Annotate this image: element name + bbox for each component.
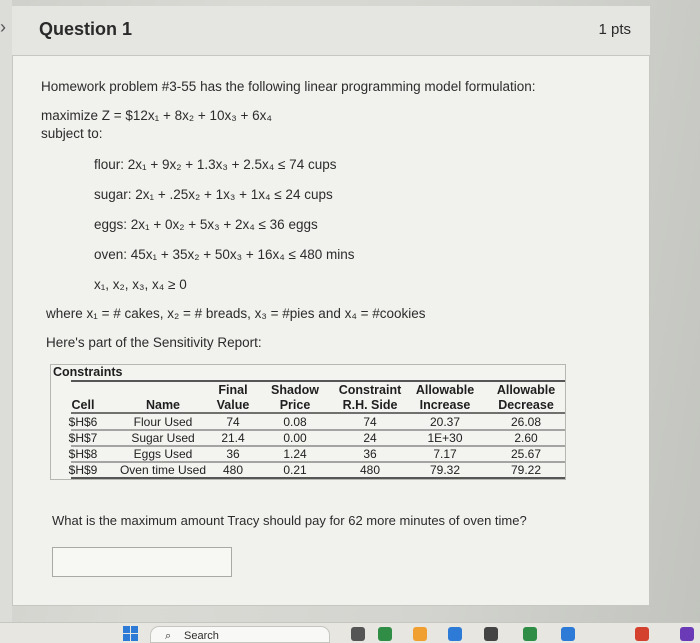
constraint-flour: flour: 2x₁ + 9x₂ + 1.3x₃ + 2.5x₄ ≤ 74 cups [94,157,337,172]
table-cell-r2-c1: Eggs Used [133,447,193,461]
subject-to-label: subject to: [41,126,103,141]
sensitivity-table [50,364,566,480]
table-cell-r3-c6: 79.22 [510,463,542,477]
sidebar-edge [0,0,12,643]
table-cell-r2-c4: 36 [363,447,377,461]
table-cell-r0-c6: 26.08 [510,415,542,429]
column-header-top-2: Final [218,383,248,397]
table-cell-r3-c3: 0.21 [283,463,307,477]
objective-function: maximize Z = $12x₁ + 8x₂ + 10x₃ + 6x₄ [41,108,272,123]
column-header-bottom-2: Value [216,398,250,412]
taskbar-app-icon-7[interactable] [561,627,575,641]
table-cell-r2-c0: $H$8 [68,447,98,461]
question-header [12,6,650,56]
column-header-bottom-4: R.H. Side [342,398,398,412]
table-cell-r0-c0: $H$6 [68,415,98,429]
table-cell-r0-c2: 74 [226,415,240,429]
table-cell-r3-c4: 480 [359,463,381,477]
question-points: 1 pts [598,21,631,38]
table-cell-r2-c3: 1.24 [283,447,307,461]
table-cell-r3-c1: Oven time Used [119,463,207,477]
table-title: Constraints [53,365,123,379]
taskbar-app-icon-4[interactable] [448,627,462,641]
column-header-bottom-3: Price [279,398,311,412]
taskbar-app-icon-6[interactable] [523,627,537,641]
taskbar-app-icon-1[interactable] [351,627,365,641]
taskbar-app-icon-9[interactable] [680,627,694,641]
table-cell-r2-c2: 36 [226,447,240,461]
table-cell-r2-c6: 25.67 [510,447,542,461]
table-cell-r2-c5: 7.17 [433,447,457,461]
table-cell-r1-c2: 21.4 [221,431,245,445]
sensitivity-report-intro: Here's part of the Sensitivity Report: [46,335,262,350]
table-cell-r1-c0: $H$7 [68,431,98,445]
table-cell-r1-c6: 2.60 [514,431,538,445]
taskbar-app-icon-8[interactable] [635,627,649,641]
table-cell-r3-c5: 79.32 [429,463,461,477]
collapse-arrow-icon[interactable]: › [0,17,6,37]
table-cell-r1-c3: 0.00 [283,431,307,445]
column-header-top-3: Shadow [271,383,319,397]
intro-text: Homework problem #3-55 has the following linear programming model formulation: [41,79,536,94]
table-cell-r0-c5: 20.37 [429,415,461,429]
variable-definitions: where x₁ = # cakes, x₂ = # breads, x₃ = #pies and x₄ = #cookies [46,306,426,321]
windows-start-icon[interactable] [123,626,138,641]
constraint-oven: oven: 45x₁ + 35x₂ + 50x₃ + 16x₄ ≤ 480 mins [94,247,355,262]
table-cell-r1-c5: 1E+30 [427,431,463,445]
column-header-top-6: Allowable [496,383,556,397]
taskbar-app-icon-5[interactable] [484,627,498,641]
table-cell-r0-c1: Flour Used [133,415,193,429]
column-header-bottom-6: Decrease [498,398,554,412]
column-header-bottom-0: Cell [71,398,95,412]
taskbar-search[interactable] [150,626,330,643]
table-cell-r0-c3: 0.08 [283,415,307,429]
nonnegativity-constraint: x₁, x₂, x₃, x₄ ≥ 0 [94,277,187,292]
taskbar-app-icon-2[interactable] [378,627,392,641]
question-title: Question 1 [39,19,133,39]
taskbar [0,622,700,643]
column-header-bottom-1: Name [145,398,181,412]
constraint-sugar: sugar: 2x₁ + .25x₂ + 1x₃ + 1x₄ ≤ 24 cups [94,187,333,202]
sensitivity-svg [51,365,565,479]
table-cell-r1-c4: 24 [363,431,377,445]
table-cell-r3-c0: $H$9 [68,463,98,477]
column-header-top-4: Constraint [338,383,402,397]
question-prompt: What is the maximum amount Tracy should pay for 62 more minutes of oven time? [52,513,527,528]
search-icon: ⌕ [165,630,172,642]
taskbar-search-label: Search [184,630,219,642]
column-header-bottom-5: Increase [419,398,471,412]
column-header-top-5: Allowable [415,383,475,397]
table-cell-r0-c4: 74 [363,415,377,429]
answer-input[interactable] [52,547,232,577]
table-cell-r1-c1: Sugar Used [131,431,195,445]
taskbar-app-icon-3[interactable] [413,627,427,641]
constraint-eggs: eggs: 2x₁ + 0x₂ + 5x₃ + 2x₄ ≤ 36 eggs [94,217,318,232]
table-cell-r3-c2: 480 [222,463,244,477]
